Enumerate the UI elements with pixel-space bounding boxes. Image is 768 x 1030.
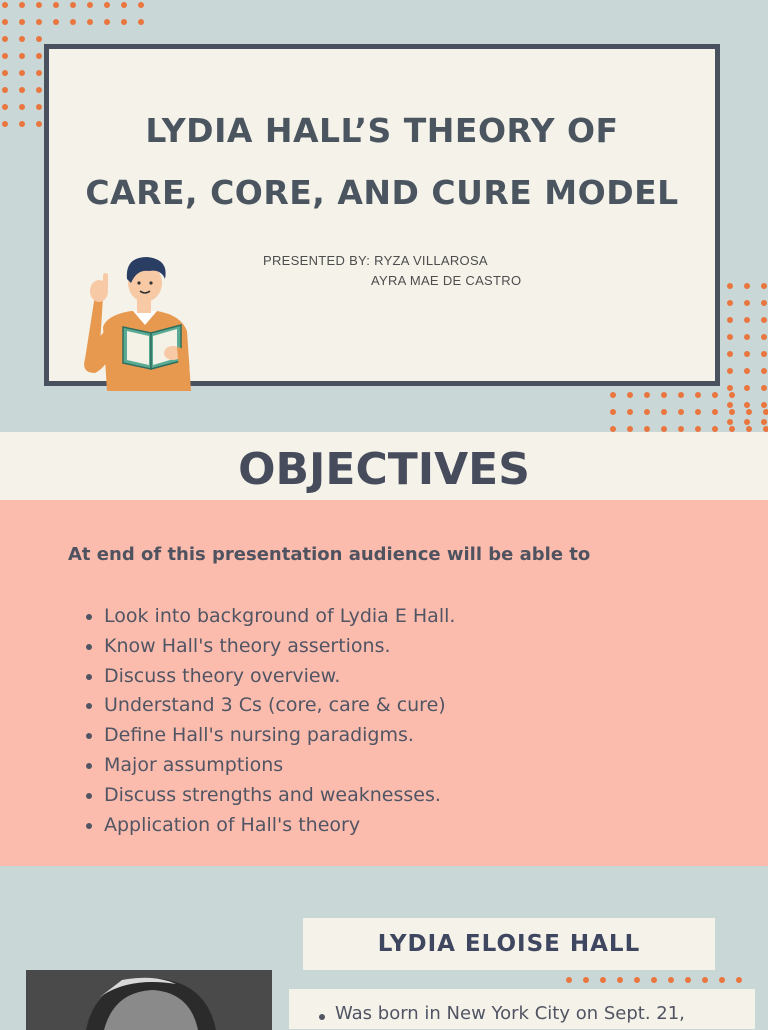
decorative-dot: [712, 392, 718, 398]
decorative-dot: [727, 402, 733, 408]
decorative-dot: [617, 977, 623, 983]
name-card: [303, 918, 715, 970]
decorative-dot: [744, 402, 750, 408]
decorative-dot: [627, 392, 633, 398]
decorative-dot: [727, 385, 733, 391]
decorative-dot: [678, 409, 684, 415]
decorative-dot: [19, 19, 25, 25]
decorative-dot: [729, 392, 735, 398]
decorative-dot: [661, 409, 667, 415]
decorative-dot: [712, 409, 718, 415]
bio-card: [289, 989, 755, 1029]
objective-item: Discuss strengths and weaknesses.: [86, 781, 455, 811]
decorative-dot: [138, 19, 144, 25]
decorative-dot: [566, 977, 572, 983]
objective-item: Know Hall's theory assertions.: [86, 632, 455, 662]
decorative-dot: [19, 104, 25, 110]
decorative-dot: [744, 368, 750, 374]
decorative-dot: [70, 2, 76, 8]
decorative-dot: [627, 409, 633, 415]
decorative-dot: [53, 19, 59, 25]
decorative-dot: [761, 283, 767, 289]
decorative-dot: [19, 121, 25, 127]
decorative-dot: [19, 87, 25, 93]
decorative-dot: [727, 300, 733, 306]
decorative-dot: [761, 402, 767, 408]
decorative-dot: [644, 392, 650, 398]
title-card: [44, 44, 720, 386]
decorative-dot: [36, 53, 42, 59]
decorative-dot: [661, 392, 667, 398]
decorative-dot: [610, 392, 616, 398]
bio-fact: Was born in New York City on Sept. 21,: [335, 1003, 685, 1024]
decorative-dot: [763, 409, 768, 415]
decorative-dot: [36, 19, 42, 25]
decorative-dot: [634, 977, 640, 983]
decorative-dot: [761, 317, 767, 323]
decorative-dot: [761, 300, 767, 306]
decorative-dot: [87, 19, 93, 25]
decorative-dot: [695, 409, 701, 415]
decorative-dot: [736, 977, 742, 983]
decorative-dot: [744, 334, 750, 340]
decorative-dot: [2, 87, 8, 93]
decorative-dot: [761, 419, 767, 425]
decorative-dot: [121, 19, 127, 25]
decorative-dot: [727, 283, 733, 289]
decorative-dot: [727, 317, 733, 323]
decorative-dot: [668, 977, 674, 983]
objective-item: Application of Hall's theory: [86, 811, 455, 841]
presenter-second: AYRA MAE DE CASTRO: [371, 273, 522, 288]
decorative-dot: [744, 317, 750, 323]
decorative-dot: [2, 121, 8, 127]
decorative-dot: [744, 385, 750, 391]
decorative-dot: [695, 392, 701, 398]
lydia-hall-portrait: [26, 970, 272, 1030]
decorative-dot: [138, 2, 144, 8]
decorative-dot: [87, 2, 93, 8]
decorative-dot: [19, 53, 25, 59]
decorative-dot: [36, 104, 42, 110]
decorative-dot: [36, 36, 42, 42]
decorative-dot: [36, 87, 42, 93]
decorative-dot: [744, 283, 750, 289]
objectives-intro: At end of this presentation audience will be able to: [68, 544, 591, 565]
objectives-list: [86, 602, 455, 840]
objective-item: Define Hall's nursing paradigms.: [86, 721, 455, 751]
objective-item: Discuss theory overview.: [86, 662, 455, 692]
decorative-dot: [702, 977, 708, 983]
decorative-dot: [761, 334, 767, 340]
decorative-dot: [678, 392, 684, 398]
decorative-dot: [36, 70, 42, 76]
decorative-dot: [2, 70, 8, 76]
portrait-photo-icon: [26, 970, 272, 1030]
decorative-dot: [761, 351, 767, 357]
decorative-dot: [19, 36, 25, 42]
decorative-dot: [610, 409, 616, 415]
decorative-dot: [53, 2, 59, 8]
presenter-label: PRESENTED BY: RYZA VILLAROSA: [263, 253, 488, 268]
decorative-dot: [727, 419, 733, 425]
decorative-dot: [2, 19, 8, 25]
decorative-dot: [744, 419, 750, 425]
decorative-dot: [2, 2, 8, 8]
decorative-dot: [36, 2, 42, 8]
decorative-dot: [2, 36, 8, 42]
title-line-1: LYDIA HALL’S THEORY OF: [145, 111, 619, 150]
bullet-icon: [319, 1014, 325, 1020]
decorative-dot: [2, 53, 8, 59]
decorative-dot: [727, 368, 733, 374]
teacher-reading-book-illustration: [73, 249, 213, 391]
decorative-dot: [19, 2, 25, 8]
decorative-dot: [719, 977, 725, 983]
decorative-dot: [727, 351, 733, 357]
decorative-dot: [121, 2, 127, 8]
decorative-dot: [583, 977, 589, 983]
objective-item: Understand 3 Cs (core, care & cure): [86, 691, 455, 721]
objectives-heading: OBJECTIVES: [238, 444, 530, 495]
decorative-dot: [729, 409, 735, 415]
decorative-dot: [36, 121, 42, 127]
decorative-dot: [104, 2, 110, 8]
decorative-dot: [19, 70, 25, 76]
decorative-dot: [2, 104, 8, 110]
decorative-dot: [744, 300, 750, 306]
title-line-2: CARE, CORE, AND CURE MODEL: [85, 173, 679, 212]
objective-item: Major assumptions: [86, 751, 455, 781]
decorative-dot: [685, 977, 691, 983]
decorative-dot: [744, 351, 750, 357]
decorative-dot: [761, 368, 767, 374]
objective-item: Look into background of Lydia E Hall.: [86, 602, 455, 632]
decorative-dot: [644, 409, 650, 415]
decorative-dot: [651, 977, 657, 983]
decorative-dot: [104, 19, 110, 25]
bio-name: LYDIA ELOISE HALL: [377, 931, 641, 957]
decorative-dot: [727, 334, 733, 340]
decorative-dot: [761, 385, 767, 391]
decorative-dot: [70, 19, 76, 25]
decorative-dot: [746, 409, 752, 415]
decorative-dot: [600, 977, 606, 983]
